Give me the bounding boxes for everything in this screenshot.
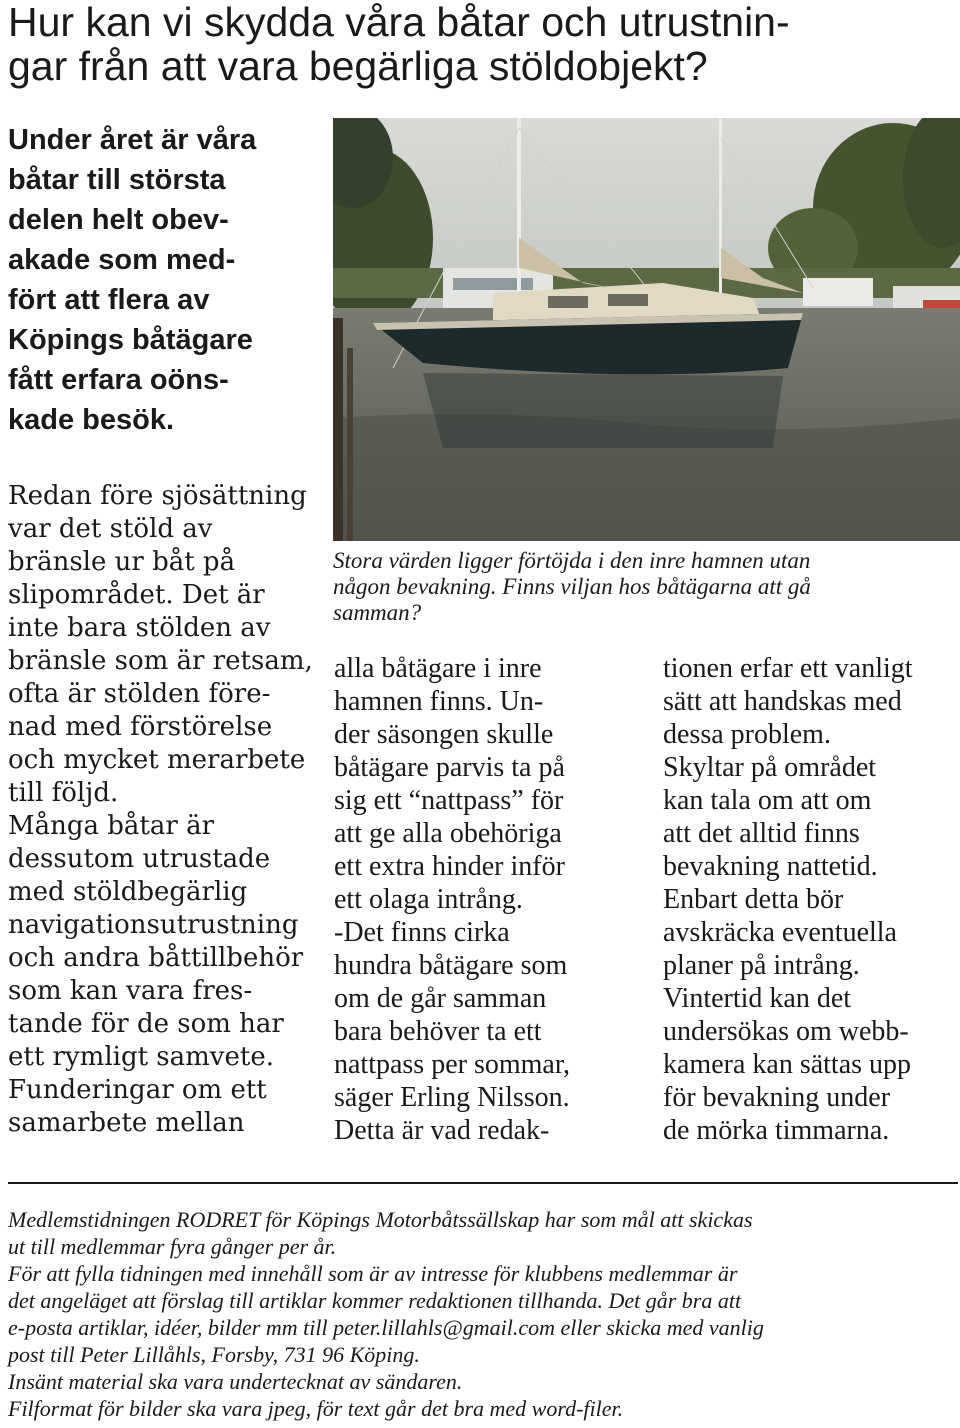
headline-line: gar från att vara begärliga stöldobjekt? <box>8 43 708 89</box>
body-line: sig ett “nattpass” för <box>334 785 564 816</box>
body-line: ofta är stölden före- <box>8 679 271 709</box>
lead-line: akade som med- <box>8 244 236 276</box>
footer-line: det angeläget att förslag till artiklar kommer redaktionen tillhanda. Det går bra att <box>8 1288 742 1313</box>
body-line: bara behöver ta ett <box>334 1016 542 1047</box>
harbor-boat-photo <box>333 118 960 541</box>
body-line: der säsongen skulle <box>334 719 554 750</box>
caption-line: samman? <box>333 600 422 625</box>
article-headline <box>8 0 958 88</box>
body-line: navigationsutrustning <box>8 910 299 940</box>
body-line: kamera kan sättas upp <box>663 1049 912 1080</box>
body-line: till följd. <box>8 778 119 808</box>
body-line: sätt att handskas med <box>663 686 902 717</box>
section-divider <box>8 1182 958 1184</box>
body-line: dessutom utrustade <box>8 844 271 874</box>
body-column-3 <box>663 652 960 1147</box>
lead-line: båtar till största <box>8 164 226 196</box>
body-line: de mörka timmarna. <box>663 1115 890 1146</box>
body-line: ett olaga intrång. <box>334 884 523 915</box>
lead-paragraph <box>8 120 328 440</box>
lead-line: fört att flera av <box>8 284 210 316</box>
footer-line: Filformat för bilder ska vara jpeg, för text går det bra med word-filer. <box>8 1396 624 1421</box>
lead-line: fått erfara oöns- <box>8 364 229 396</box>
body-line: dessa problem. <box>663 719 831 750</box>
footer-line: Insänt material ska vara undertecknat av sändaren. <box>8 1369 463 1394</box>
body-line: Skyltar på området <box>663 752 877 783</box>
footer-line: post till Peter Lillåhls, Forsby, 731 96 Köping. <box>8 1342 420 1367</box>
body-line: för bevakning under <box>663 1082 891 1113</box>
body-line: tionen erfar ett vanligt <box>663 653 913 684</box>
body-line: Funderingar om ett <box>8 1075 267 1105</box>
body-line: nattpass per sommar, <box>334 1049 571 1080</box>
body-line: -Det finns cirka <box>334 917 510 948</box>
body-line: var det stöld av <box>8 514 213 544</box>
body-line: Vintertid kan det <box>663 983 852 1014</box>
body-line: bränsle som är retsam, <box>8 646 313 676</box>
body-line: ett rymligt samvete. <box>8 1042 274 1072</box>
body-line: samarbete mellan <box>8 1108 245 1138</box>
body-line: nad med förstörelse <box>8 712 273 742</box>
body-line: med stöldbegärlig <box>8 877 248 907</box>
photo-caption <box>333 548 953 626</box>
caption-line: någon bevakning. Finns viljan hos båtägarna att gå <box>333 574 811 599</box>
lead-line: Under året är våra <box>8 124 257 156</box>
body-line: inte bara stölden av <box>8 613 271 643</box>
body-line: Enbart detta bör <box>663 884 844 915</box>
lead-line: kade besök. <box>8 404 175 436</box>
footer-line: e-posta artiklar, idéer, bilder mm till peter.lillahls@gmail.com eller skicka med vanlig <box>8 1315 764 1340</box>
body-line: bränsle ur båt på <box>8 547 236 577</box>
footer-line: För att fylla tidningen med innehåll som är av intresse för klubbens medlemmar är <box>8 1261 738 1286</box>
body-line: bevakning nattetid. <box>663 851 878 882</box>
body-line: Redan före sjösättning <box>8 481 307 511</box>
body-line: planer på intrång. <box>663 950 860 981</box>
body-line: säger Erling Nilsson. <box>334 1082 570 1113</box>
body-line: och mycket merarbete <box>8 745 306 775</box>
body-line: om de går samman <box>334 983 547 1014</box>
footer-line: ut till medlemmar fyra gånger per år. <box>8 1234 337 1259</box>
body-line: Många båtar är <box>8 811 214 841</box>
body-column-2 <box>334 652 634 1147</box>
lead-line: Köpings båtägare <box>8 324 253 356</box>
body-line: tande för de som har <box>8 1009 284 1039</box>
headline-line: Hur kan vi skydda våra båtar och utrustnin- <box>8 0 790 45</box>
body-line: att ge alla obehöriga <box>334 818 562 849</box>
lead-line: delen helt obev- <box>8 204 229 236</box>
body-column-1 <box>8 480 330 1140</box>
footer-notice <box>8 1206 953 1422</box>
body-line: och andra båttillbehör <box>8 943 304 973</box>
body-line: att det alltid finns <box>663 818 860 849</box>
body-line: alla båtägare i inre <box>334 653 542 684</box>
body-line: slipområdet. Det är <box>8 580 265 610</box>
footer-line: Medlemstidningen RODRET för Köpings Motorbåtssällskap har som mål att skickas <box>8 1207 753 1232</box>
sailboat-illustration <box>333 118 960 541</box>
body-line: hamnen finns. Un- <box>334 686 544 717</box>
body-line: avskräcka eventuella <box>663 917 897 948</box>
body-line: undersökas om webb- <box>663 1016 909 1047</box>
body-line: Detta är vad redak- <box>334 1115 550 1146</box>
body-line: kan tala om att om <box>663 785 872 816</box>
body-line: som kan vara fres- <box>8 976 253 1006</box>
body-line: båtägare parvis ta på <box>334 752 565 783</box>
body-line: hundra båtägare som <box>334 950 568 981</box>
caption-line: Stora värden ligger förtöjda i den inre hamnen utan <box>333 548 811 573</box>
body-line: ett extra hinder inför <box>334 851 565 882</box>
